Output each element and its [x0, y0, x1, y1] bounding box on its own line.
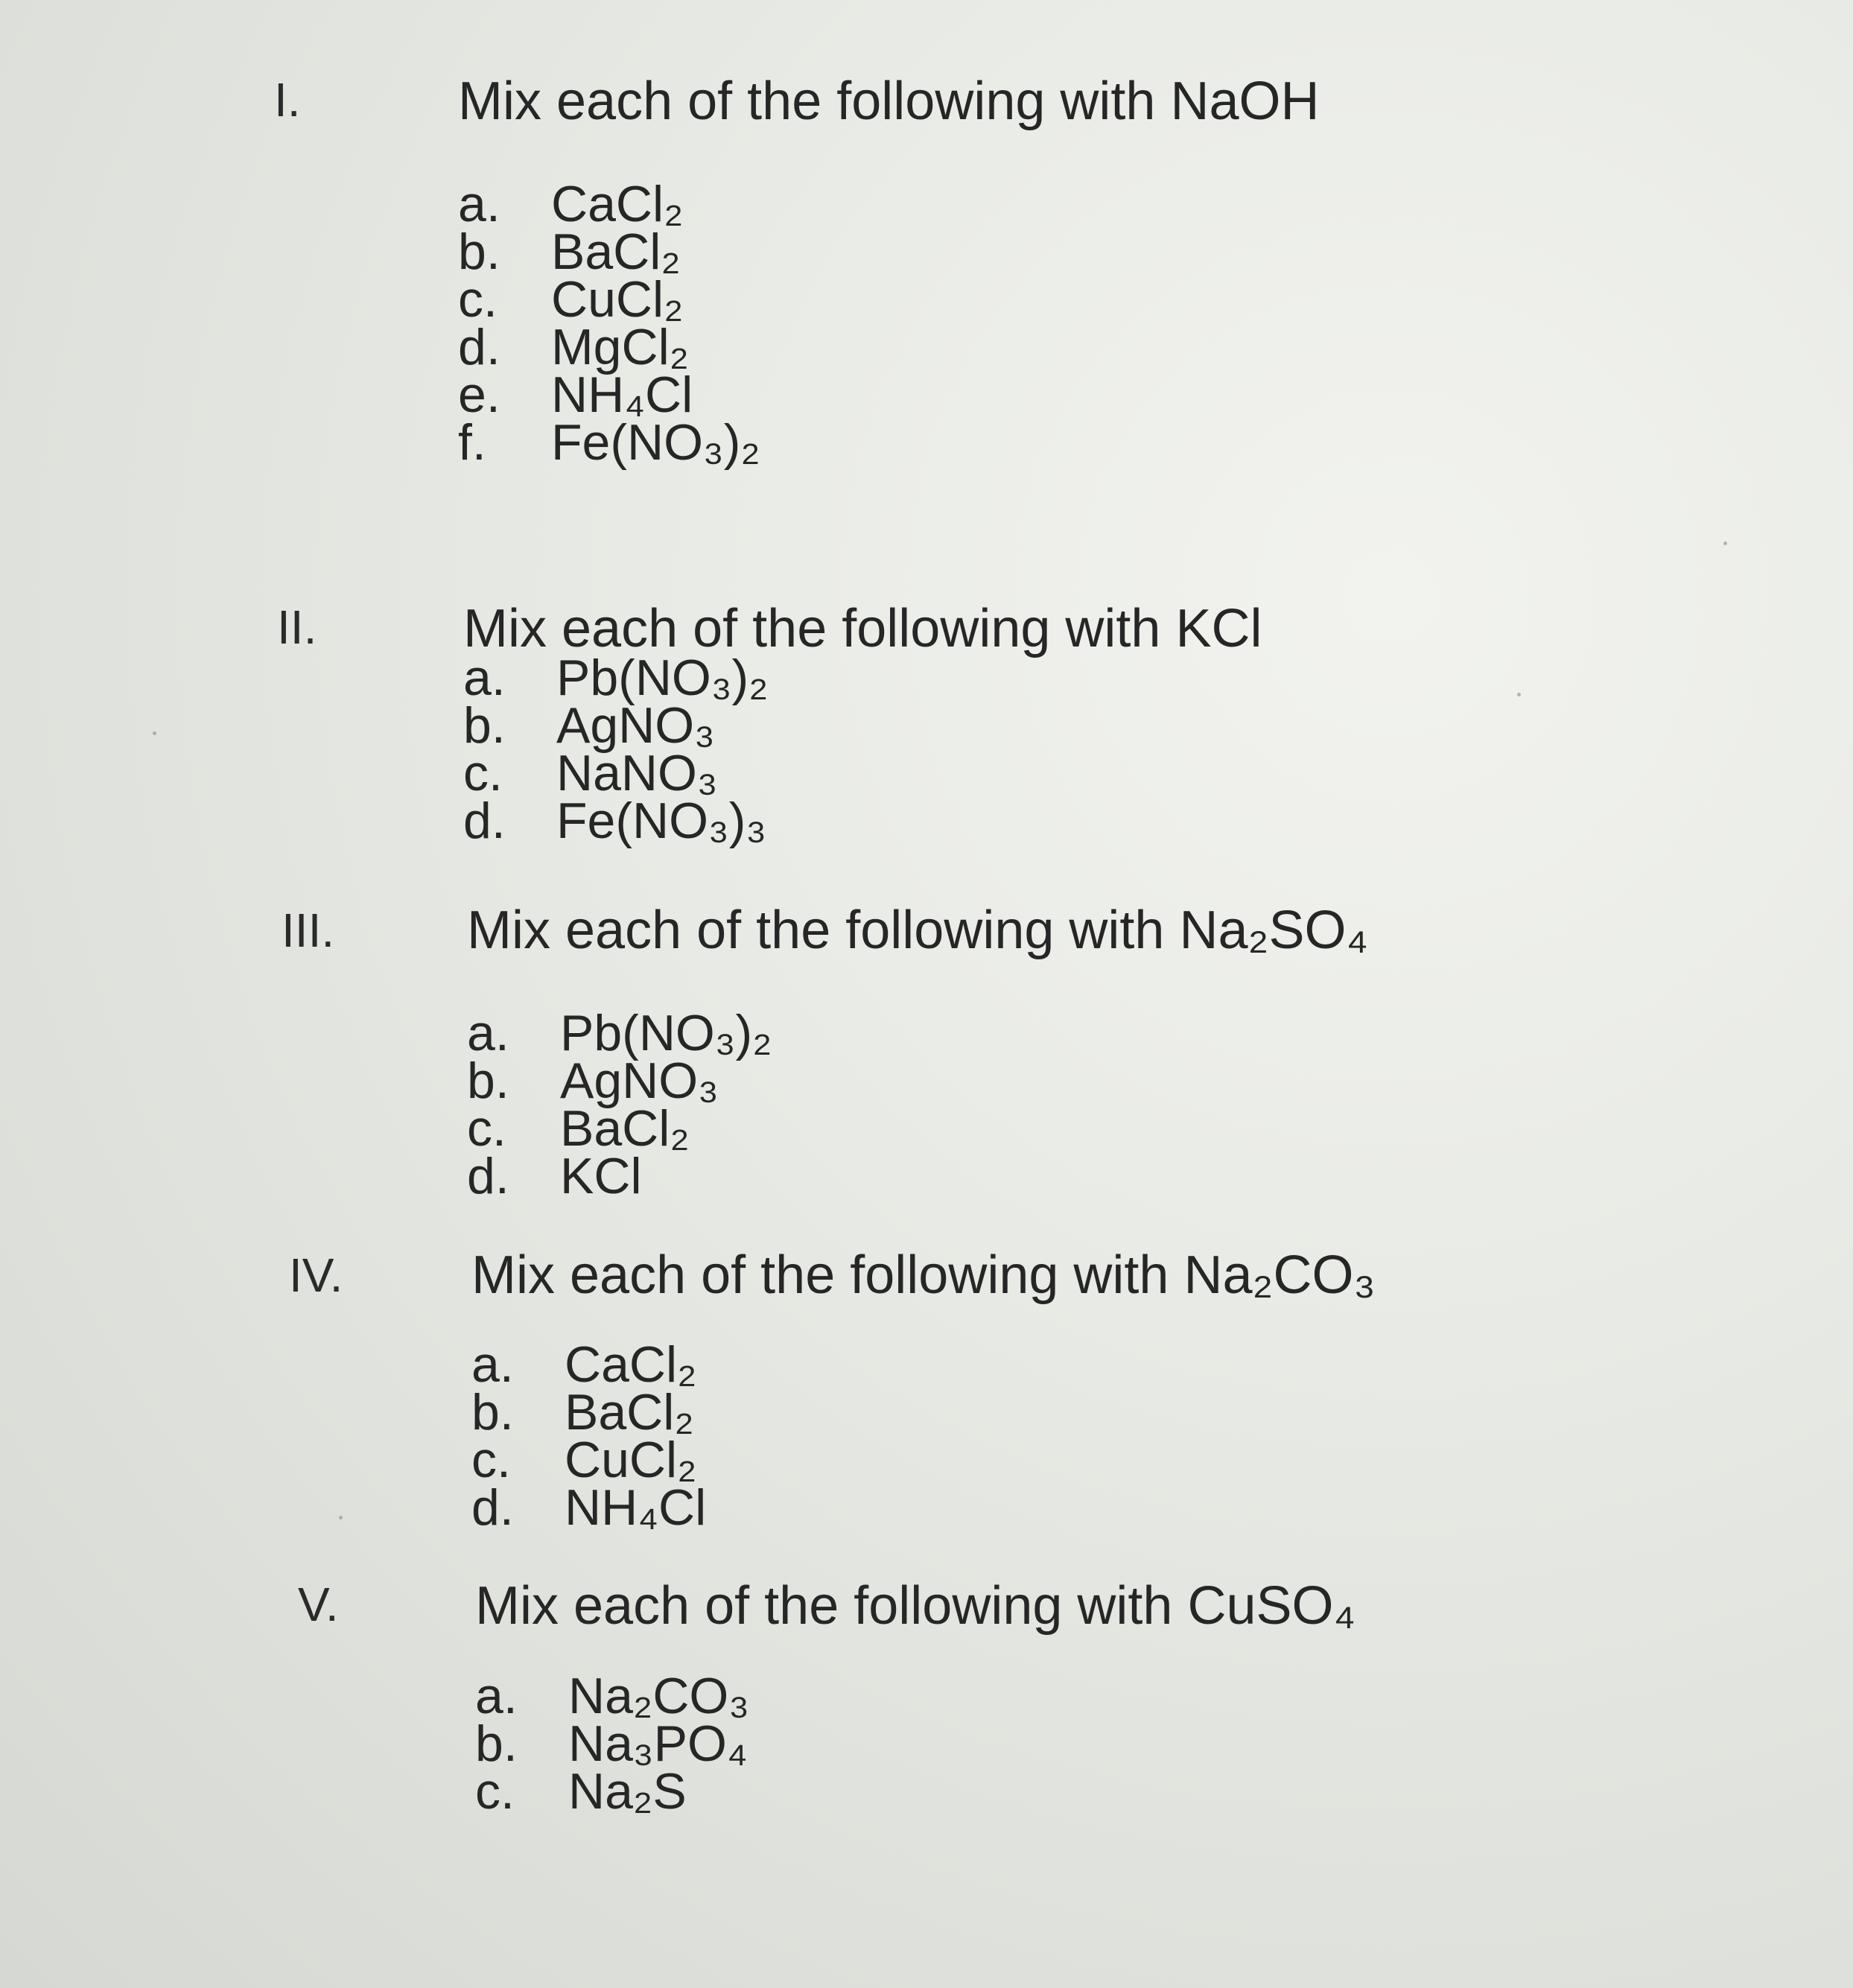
item-formula: NH₄Cl: [551, 366, 693, 423]
section-heading: Mix each of the following with Na₂SO₄: [467, 901, 1368, 960]
list-item: [463, 697, 769, 754]
paper-speck: [153, 731, 156, 735]
section-heading: Mix each of the following with NaOH: [458, 72, 1320, 131]
item-letter: c.: [471, 1432, 511, 1488]
item-letter: d.: [467, 1148, 509, 1204]
list-item: [458, 319, 760, 375]
item-formula: Fe(NO₃)₂: [551, 414, 760, 471]
item-letter: b.: [458, 223, 500, 280]
list-item: [463, 745, 769, 801]
item-letter: a.: [467, 1005, 509, 1061]
paper-speck: [1723, 542, 1727, 545]
list-item: [458, 176, 760, 232]
list-item: [467, 1052, 772, 1109]
item-letter: b.: [471, 1384, 514, 1441]
item-formula: MgCl₂: [551, 319, 690, 375]
list-item: [467, 1148, 772, 1204]
item-letter: e.: [458, 366, 500, 423]
list-item: [471, 1336, 706, 1393]
list-item: [463, 793, 769, 849]
item-formula: BaCl₂: [560, 1100, 690, 1157]
item-list: [463, 650, 769, 849]
item-formula: Pb(NO₃)₂: [560, 1005, 772, 1061]
list-item: [458, 223, 760, 280]
item-formula: CuCl₂: [551, 271, 684, 328]
list-item: [458, 271, 760, 328]
list-item: [471, 1432, 706, 1488]
item-letter: d.: [471, 1479, 514, 1536]
list-item: [467, 1100, 772, 1157]
item-letter: c.: [467, 1100, 506, 1157]
item-formula: CaCl₂: [565, 1336, 697, 1393]
item-list: [467, 1005, 772, 1204]
list-item: [458, 366, 760, 423]
item-list: [475, 1668, 750, 1820]
section-heading: Mix each of the following with KCl: [463, 599, 1262, 658]
item-formula: KCl: [560, 1148, 642, 1204]
item-letter: b.: [463, 697, 506, 754]
section-heading: Mix each of the following with Na₂CO₃: [471, 1245, 1376, 1305]
item-formula: Na₂CO₃: [568, 1668, 750, 1724]
list-item: [471, 1384, 706, 1441]
section-heading: Mix each of the following with CuSO₄: [475, 1576, 1355, 1636]
item-list: [471, 1336, 707, 1536]
item-letter: c.: [475, 1763, 515, 1820]
item-formula: Na₃PO₄: [568, 1715, 748, 1772]
item-formula: NH₄Cl: [565, 1479, 707, 1536]
item-letter: d.: [463, 793, 506, 849]
item-formula: CuCl₂: [565, 1432, 697, 1488]
item-formula: BaCl₂: [551, 223, 681, 280]
item-letter: c.: [458, 271, 498, 328]
item-letter: a.: [475, 1668, 518, 1724]
list-item: [458, 414, 760, 471]
list-item: [471, 1479, 707, 1536]
item-letter: f.: [458, 414, 486, 471]
item-letter: b.: [467, 1052, 509, 1109]
item-formula: CaCl₂: [551, 176, 684, 232]
section-numeral: I.: [274, 73, 301, 127]
list-item: [475, 1763, 749, 1820]
item-formula: Fe(NO₃)₃: [556, 793, 767, 849]
list-item: [475, 1668, 750, 1724]
item-letter: a.: [463, 650, 506, 706]
section-numeral: III.: [282, 904, 335, 957]
item-letter: a.: [471, 1336, 514, 1393]
item-letter: c.: [463, 745, 503, 801]
item-letter: b.: [475, 1715, 518, 1772]
list-item: [467, 1005, 772, 1061]
item-letter: d.: [458, 319, 500, 375]
item-letter: a.: [458, 176, 500, 232]
paper-speck: [339, 1516, 343, 1519]
item-list: [458, 176, 760, 471]
item-formula: Pb(NO₃)₂: [556, 650, 769, 706]
paper-speck: [1517, 693, 1521, 696]
section-numeral: IV.: [289, 1248, 343, 1302]
list-item: [463, 650, 769, 706]
section-numeral: V.: [298, 1578, 339, 1631]
item-formula: AgNO₃: [560, 1052, 719, 1109]
list-item: [475, 1715, 749, 1772]
item-formula: BaCl₂: [565, 1384, 694, 1441]
item-formula: NaNO₃: [556, 745, 718, 801]
item-formula: AgNO₃: [556, 697, 715, 754]
item-formula: Na₂S: [568, 1763, 687, 1820]
section-numeral: II.: [277, 600, 317, 654]
